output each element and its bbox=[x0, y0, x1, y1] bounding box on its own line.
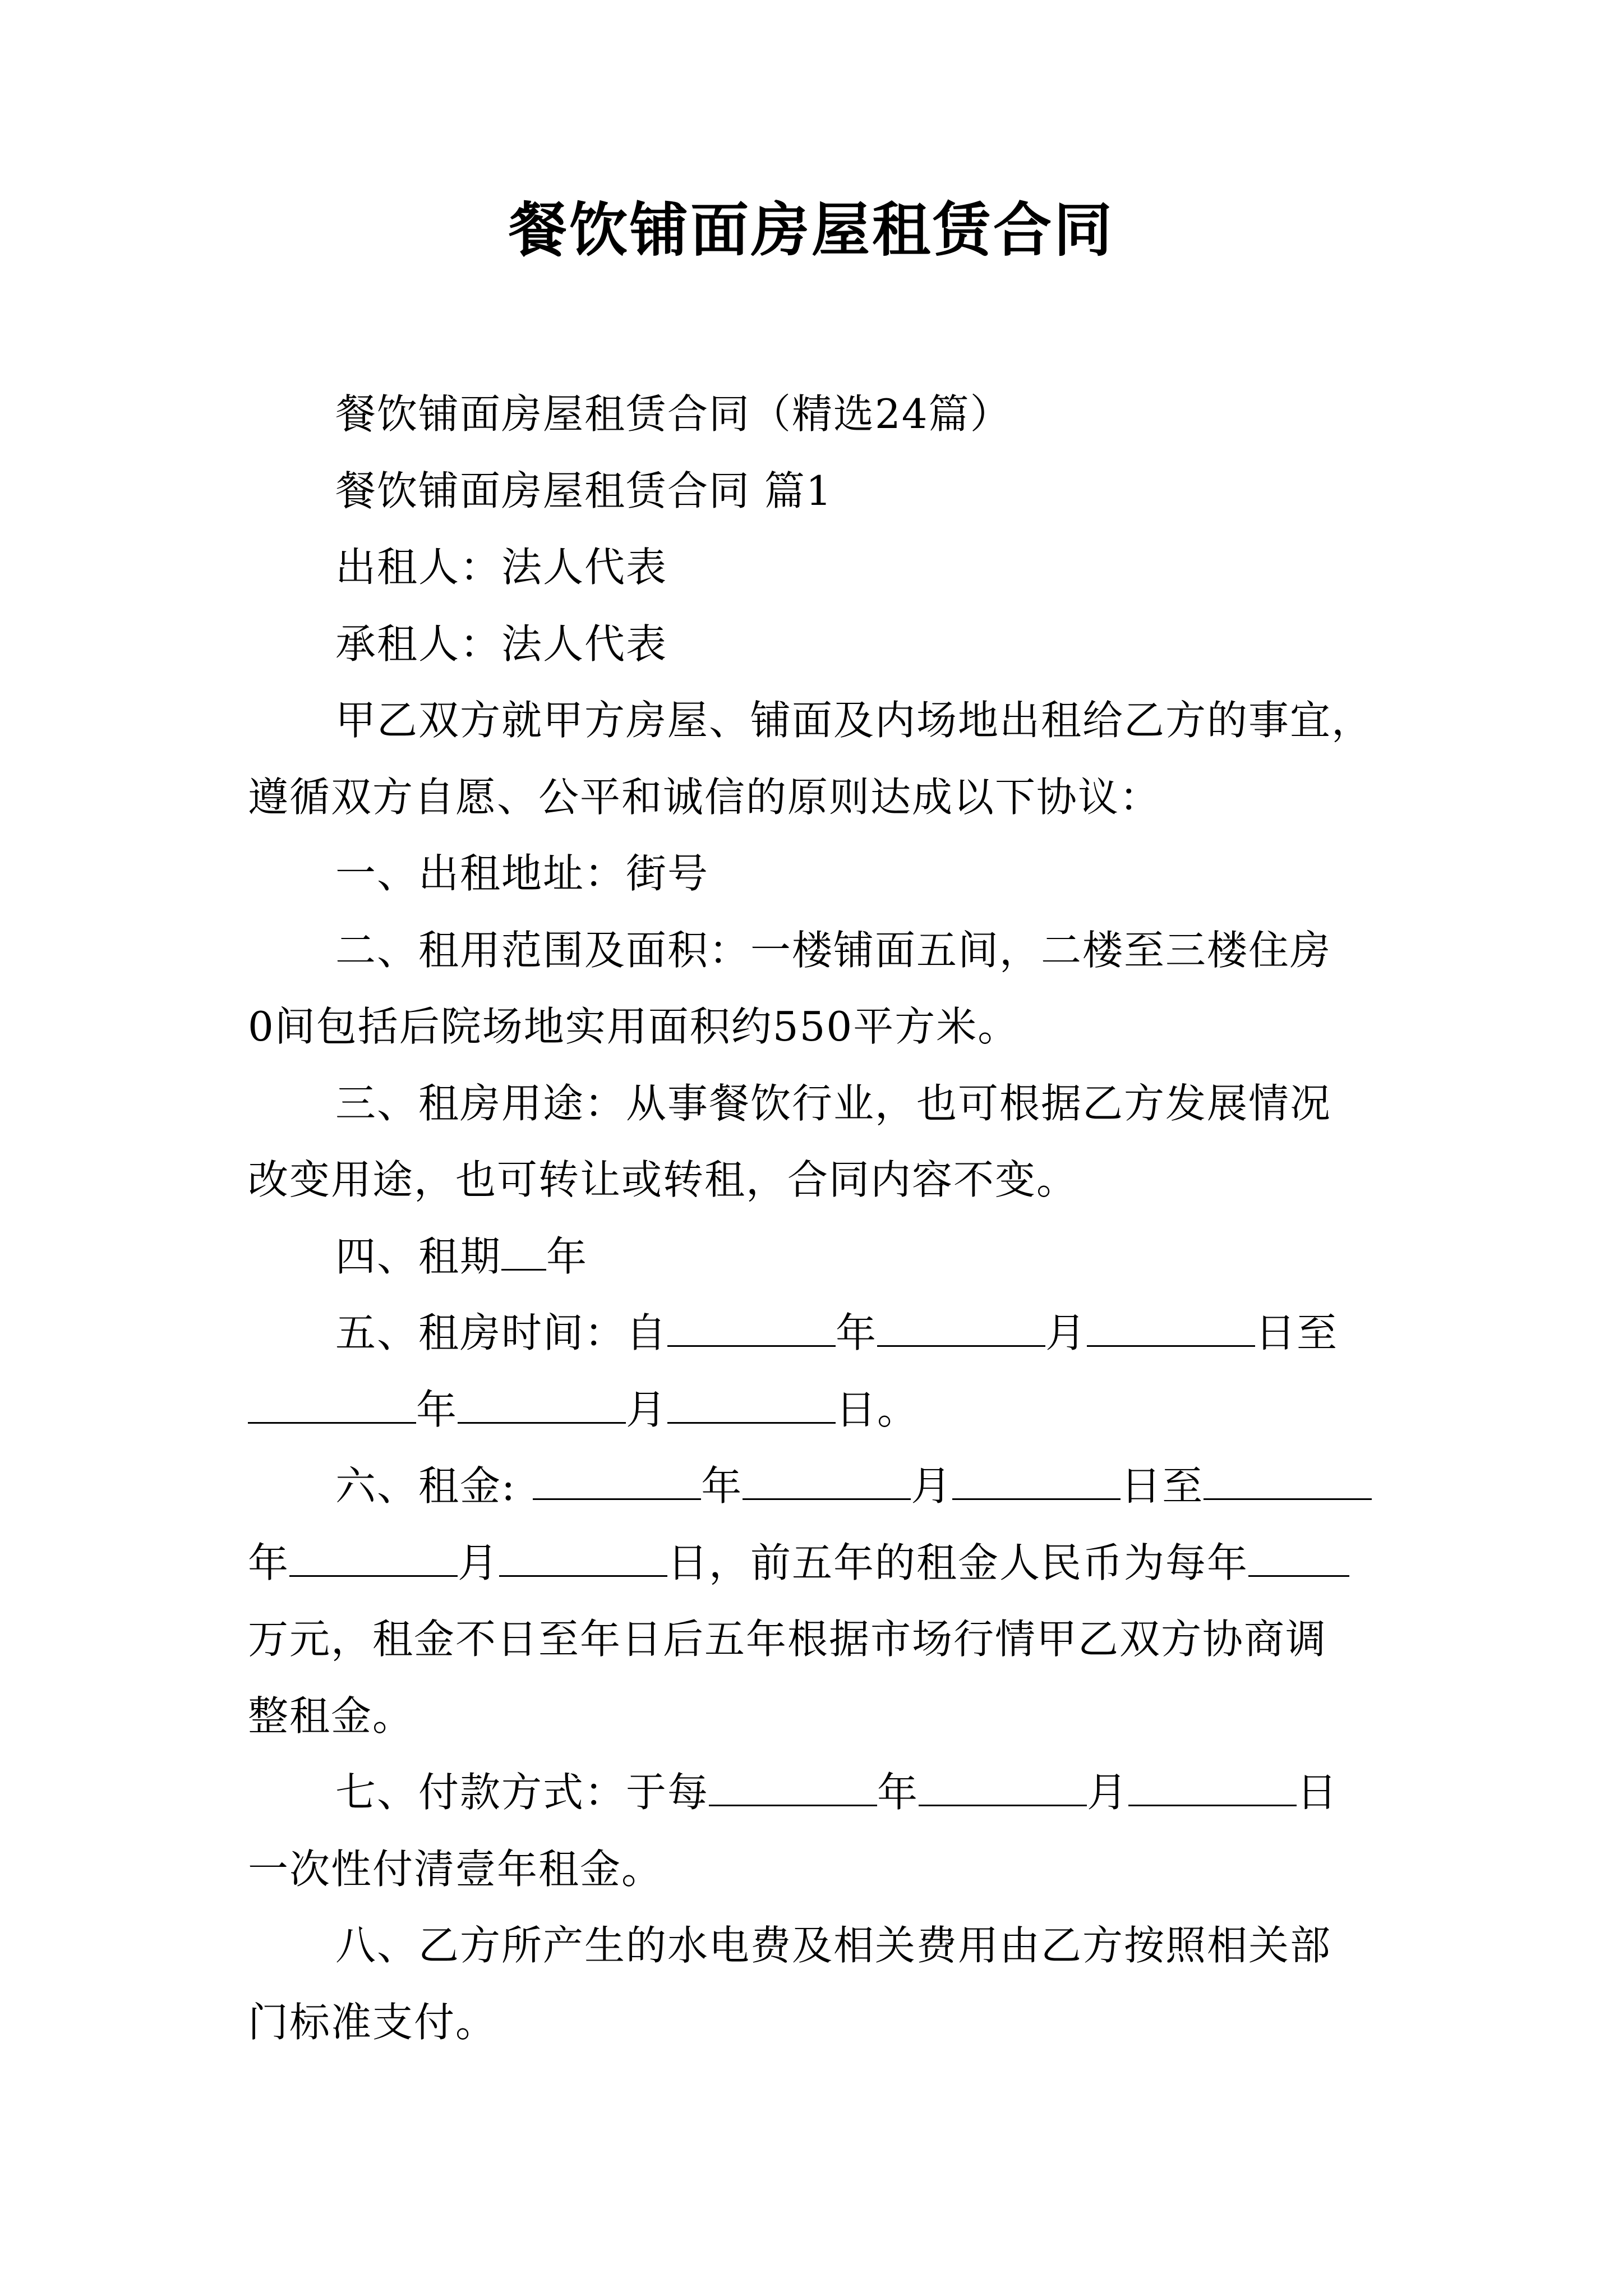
fill-blank bbox=[533, 1465, 701, 1500]
fill-blank bbox=[919, 1771, 1087, 1806]
fill-blank bbox=[1248, 1542, 1349, 1577]
clause-5-month: 月 bbox=[1045, 1309, 1087, 1356]
clause-8-line-2: 门标准支付。 bbox=[248, 1999, 497, 2046]
clause-4-unit: 年 bbox=[546, 1233, 588, 1280]
fill-blank bbox=[1204, 1465, 1372, 1500]
clause-3-line-2: 改变用途，也可转让或转租，合同内容不变。 bbox=[248, 1156, 1078, 1203]
fill-blank bbox=[458, 1388, 626, 1424]
fill-blank bbox=[248, 1388, 416, 1424]
clause-7-month: 月 bbox=[1087, 1769, 1129, 1816]
clause-7-label: 七、付款方式：于每 bbox=[335, 1769, 709, 1816]
clause-6-year2: 年 bbox=[248, 1539, 290, 1586]
fill-blank bbox=[1128, 1771, 1297, 1806]
clause-5-label: 五、租房时间：自 bbox=[335, 1309, 668, 1356]
intro-line-2: 遵循双方自愿、公平和诚信的原则达成以下协议： bbox=[248, 774, 1161, 821]
clause-5-year: 年 bbox=[836, 1309, 878, 1356]
clause-2-line-1: 二、租用范围及面积：一楼铺面五间，二楼至三楼住房 bbox=[335, 927, 1332, 974]
clause-1: 一、出租地址：街号 bbox=[335, 850, 709, 897]
clause-6-line-3: 万元，租金不日至年日后五年根据市场行情甲乙双方协商调 bbox=[248, 1616, 1327, 1663]
fill-blank bbox=[877, 1312, 1045, 1347]
clause-6-label: 六、租金: bbox=[335, 1462, 517, 1510]
fill-blank bbox=[499, 1542, 667, 1577]
clause-6-line-2 bbox=[248, 1536, 1349, 1590]
clause-5-month2: 月 bbox=[626, 1386, 668, 1433]
lessee-line: 承租人：法人代表 bbox=[335, 620, 668, 668]
clause-7-line-2: 一次性付清壹年租金。 bbox=[248, 1846, 663, 1893]
fill-blank bbox=[667, 1388, 836, 1424]
clause-4-label: 四、租期 bbox=[335, 1233, 502, 1280]
fill-blank bbox=[667, 1312, 836, 1347]
clause-7-day: 日 bbox=[1297, 1769, 1339, 1816]
intro-line-1: 甲乙双方就甲方房屋、铺面及内场地出租给乙方的事宜， bbox=[335, 697, 1373, 744]
clause-6-to: 日至 bbox=[1121, 1462, 1204, 1510]
fill-blank bbox=[952, 1465, 1121, 1500]
fill-blank bbox=[709, 1771, 877, 1806]
clause-5-to: 日至 bbox=[1255, 1309, 1339, 1356]
clause-5-line-1 bbox=[335, 1306, 1338, 1360]
clause-4 bbox=[335, 1230, 588, 1283]
section-heading: 餐饮铺面房屋租赁合同 篇1 bbox=[335, 467, 833, 514]
fill-blank bbox=[289, 1542, 458, 1577]
clause-5-line-2 bbox=[248, 1383, 919, 1437]
document-title: 餐饮铺面房屋租赁合同 bbox=[508, 195, 1114, 264]
clause-7-year: 年 bbox=[877, 1769, 919, 1816]
document-subtitle: 餐饮铺面房屋租赁合同（精选24篇） bbox=[335, 390, 1012, 438]
clause-5-end: 日。 bbox=[836, 1386, 919, 1433]
clause-5-year2: 年 bbox=[416, 1386, 458, 1433]
clause-2-line-2: 0间包括后院场地实用面积约550平方米。 bbox=[248, 1003, 1020, 1050]
clause-6-mid: 日，前五年的租金人民币为每年 bbox=[667, 1539, 1249, 1586]
clause-6-line-1 bbox=[335, 1459, 1372, 1513]
fill-blank bbox=[743, 1465, 911, 1500]
lessor-line: 出租人：法人代表 bbox=[335, 544, 668, 591]
clause-6-month2: 月 bbox=[458, 1539, 500, 1586]
clause-6-line-4: 整租金。 bbox=[248, 1692, 414, 1740]
clause-8-line-1: 八、乙方所产生的水电费及相关费用由乙方按照相关部 bbox=[335, 1922, 1332, 1969]
clause-3-line-1: 三、租房用途：从事餐饮行业，也可根据乙方发展情况 bbox=[335, 1080, 1332, 1127]
clause-6-year: 年 bbox=[701, 1462, 743, 1510]
fill-blank bbox=[1087, 1312, 1255, 1347]
fill-blank bbox=[501, 1235, 546, 1271]
clause-7-line-1 bbox=[335, 1765, 1338, 1819]
clause-6-month: 月 bbox=[911, 1462, 953, 1510]
